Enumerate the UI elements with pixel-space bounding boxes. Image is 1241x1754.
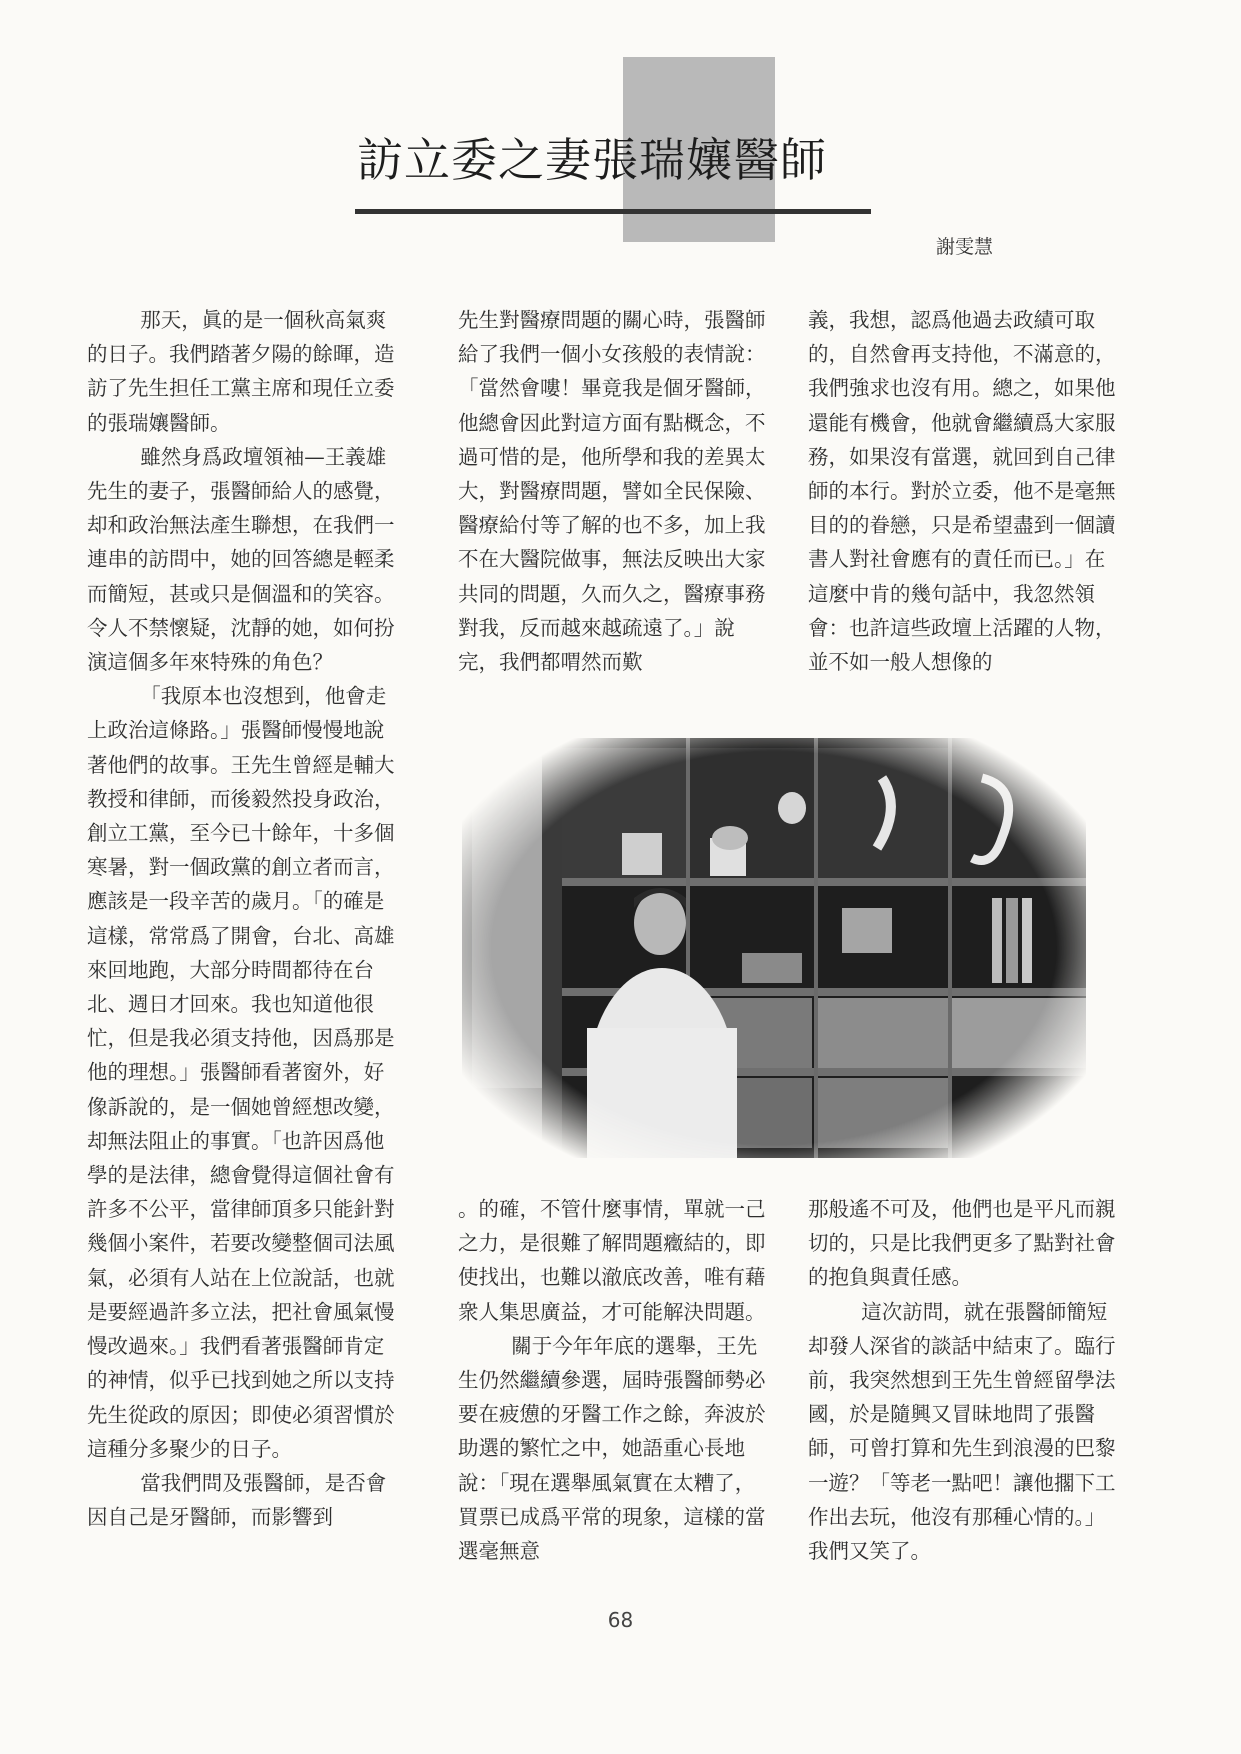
column-3-top <box>808 303 1124 679</box>
interview-photo <box>462 738 1086 1158</box>
column-2-bottom <box>458 1192 768 1568</box>
col1-paragraph-4: 當我們問及張醫師，是否會因自己是牙醫師，而影響到 <box>87 1470 387 1530</box>
column-3-bottom <box>808 1192 1124 1568</box>
col1-paragraph-3: 「我原本也沒想到，他會走上政治這條路。」張醫師慢慢地說著他們的故事。王先生曾經是輔大教授和律師，而後毅然投身政治，創立工黨，至今已十餘年，十多個寒暑，對一個政黨的創立者而言，應該是一段辛苦的歲月。「的確是這樣，常常爲了開會，台北、高雄來回地跑，大部分時間都待在台北、週日才回來。我也知道他很忙，但是我必須支持他，因爲那是他的理想。」張醫師看著窗外，好像訴說的，是一個她曾經想改變，却無法阻止的事實。「也許因爲他學的是法律，總會覺得這個社會有許多不公平，當律師頂多只能針對幾個小案件，若要改變整個司法風氣，必須有人站在上位說話，也就是要經過許多立法，把社會風氣慢慢改過來。」我們看著張醫師肯定的神情，似乎已找到她之所以支持先生從政的原因；即使必須習慣於這種分多聚少的日子。 <box>87 684 395 1461</box>
col3-top-paragraph-1: 義，我想，認爲他過去政績可取的，自然會再支持他，不滿意的，我們強求也沒有用。總之，如果他還能有機會，他就會繼續爲大家服務，如果沒有當選，就回到自己律師的本行。對於立委，他不是毫無目的的眷戀，只是希望盡到一個讀書人對社會應有的責任而已。」在這麼中肯的幾句話中，我忽然領會：也許這些政壇上活躍的人物，並不如一般人想像的 <box>808 308 1116 675</box>
col3-bottom-paragraph-2: 這次訪問，就在張醫師簡短却發人深省的談話中結束了。臨行前，我突然想到王先生曾經留學法國，於是隨興又冒昧地問了張醫師，可曾打算和先生到浪漫的巴黎一遊？「等老一點吧！讓他擱下工作出去玩，他沒有那種心情的。」我們又笑了。 <box>808 1299 1116 1564</box>
column-1 <box>87 303 403 1534</box>
column-2-top <box>458 303 768 679</box>
article-title: 訪立委之妻張瑞孃醫師 <box>357 133 827 187</box>
title-underline <box>355 209 871 214</box>
col1-paragraph-2: 雖然身爲政壇領袖—王義雄先生的妻子，張醫師給人的感覺，却和政治無法產生聯想，在我們一連串的訪問中，她的回答總是輕柔而簡短，甚或只是個溫和的笑容。令人不禁懷疑，沈靜的她，如何扮演這個多年來特殊的角色？ <box>87 444 395 675</box>
col1-paragraph-1: 那天，眞的是一個秋高氣爽的日子。我們踏著夕陽的餘暉，造訪了先生担任工黨主席和現任立委的張瑞孃醫師。 <box>87 308 395 435</box>
col3-bottom-paragraph-1: 那般遙不可及，他們也是平凡而親切的，只是比我們更多了點對社會的抱負與責任感。 <box>808 1197 1116 1290</box>
col2-top-paragraph-1: 先生對醫療問題的關心時，張醫師給了我們一個小女孩般的表情說：「當然會嘍！畢竟我是個牙醫師，他總會因此對這方面有點概念，不過可惜的是，他所學和我的差異太大，對醫療問題，譬如全民保險、醫療給付等了解的也不多，加上我不在大醫院做事，無法反映出大家共同的問題，久而久之，醫療事務對我，反而越來越疏遠了。」說完，我們都喟然而歎 <box>458 308 766 675</box>
article-author: 謝雯慧 <box>936 236 994 258</box>
bookshelf-portrait-image <box>462 738 1086 1158</box>
page-number: 68 <box>607 1608 634 1632</box>
col2-bottom-paragraph-1: 。的確，不管什麼事情，單就一己之力，是很難了解問題癥結的，即使找出，也難以澈底改善，唯有藉衆人集思廣益，才可能解決問題。 <box>458 1197 766 1324</box>
col2-bottom-paragraph-2: 關于今年年底的選舉，王先生仍然繼續參選，屆時張醫師勢必要在疲憊的牙醫工作之餘，奔波於助選的繁忙之中，她語重心長地說：「現在選舉風氣實在太糟了，買票已成爲平常的現象，這樣的當選毫無意 <box>458 1333 766 1564</box>
